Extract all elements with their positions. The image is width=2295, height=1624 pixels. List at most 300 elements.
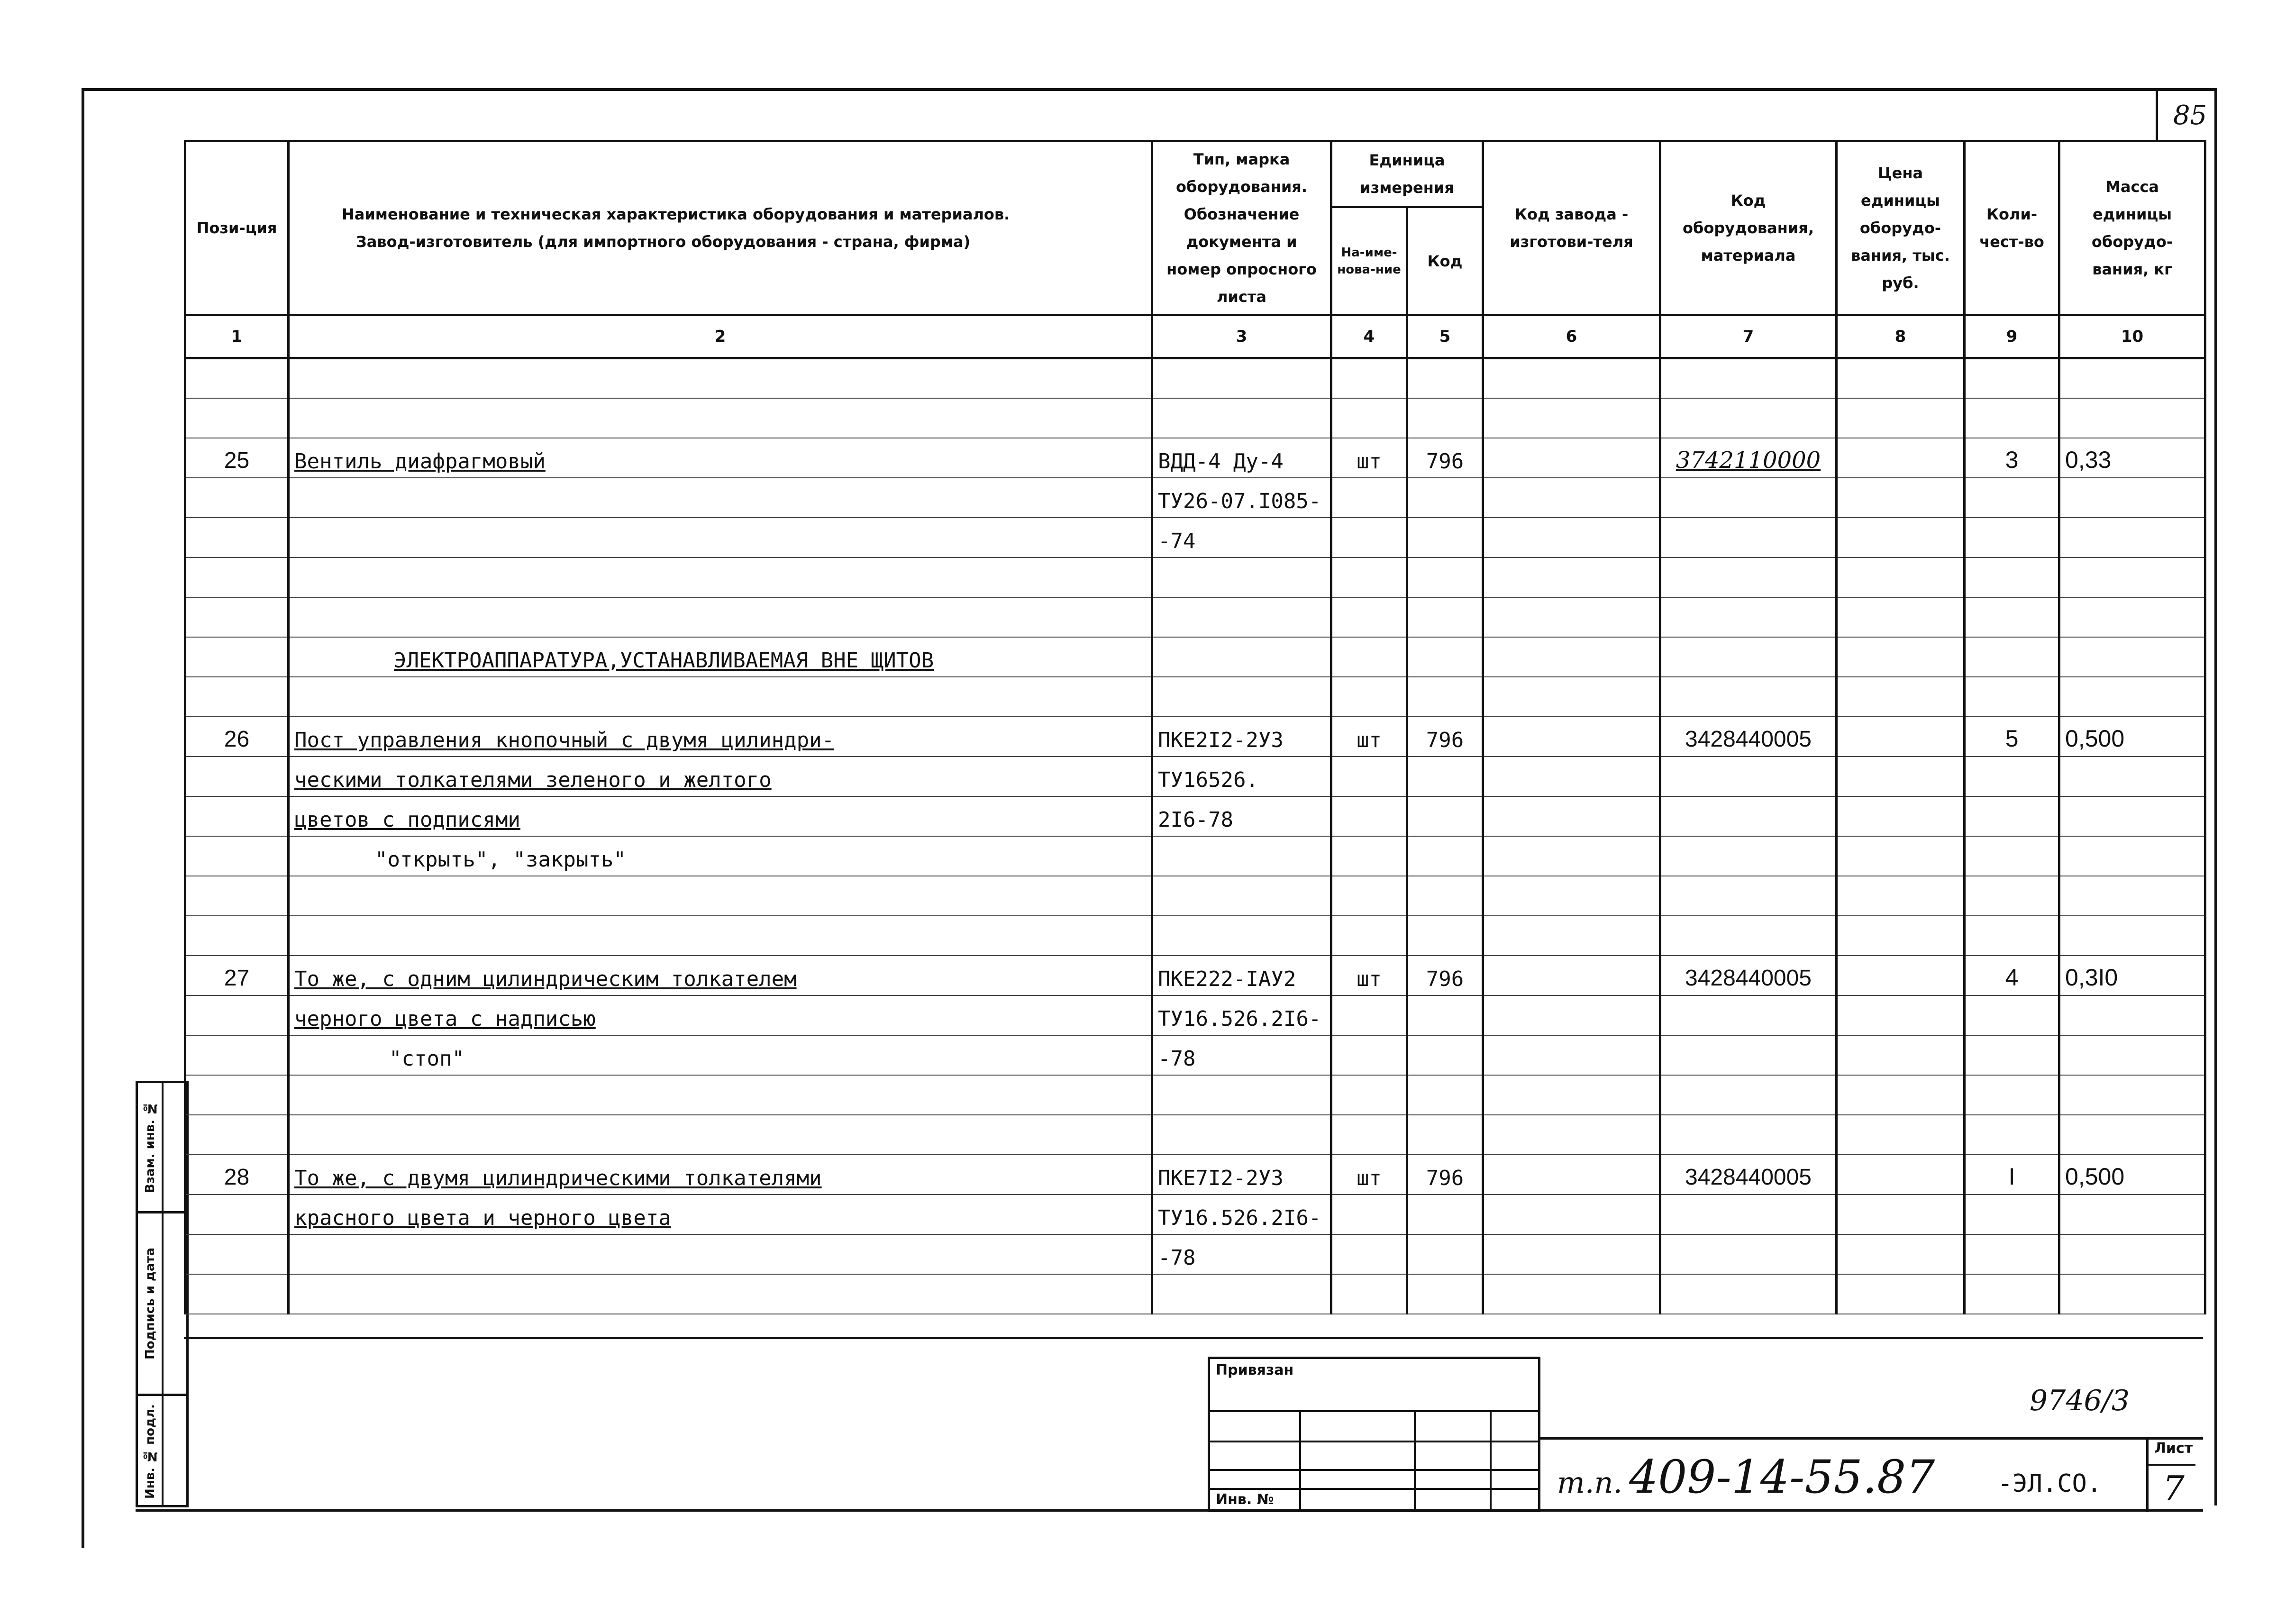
cell-material-code [1660, 438, 1837, 478]
sheet-number-box-left [2156, 88, 2158, 140]
cell-type [1152, 398, 1331, 438]
cell-factory-code [1483, 637, 1660, 677]
table-row [185, 478, 2205, 518]
cell-mass: 0,3I0 [2059, 956, 2205, 995]
cell-unit-name [1331, 995, 1407, 1035]
cell-mass [2059, 677, 2205, 717]
cell-material-code [1660, 1195, 1837, 1234]
cell-material-code [1660, 757, 1837, 796]
cell-type: ТУ16526. [1152, 757, 1331, 796]
cell-type [1152, 358, 1331, 398]
cell-price [1837, 677, 1965, 717]
table-row [185, 1075, 2205, 1115]
column-number: 10 [2059, 315, 2205, 358]
cell-unit-name [1331, 398, 1407, 438]
item-name: "стоп" [389, 1046, 464, 1071]
cell-mass [2059, 1274, 2205, 1314]
cell-position [185, 557, 289, 597]
inventory-label: Инв. № [1216, 1491, 1274, 1508]
cell-quantity [1965, 518, 2059, 557]
specification-table [184, 140, 2206, 1314]
document-suffix: -ЭЛ.СО. [1998, 1469, 2102, 1498]
table-row [185, 836, 2205, 876]
binding-box [1208, 1357, 1540, 1512]
cell-material-code [1660, 637, 1837, 677]
cell-unit-code [1407, 1115, 1483, 1155]
item-name: То же, с одним цилиндрическим толкателем [294, 967, 797, 991]
cell-price [1837, 637, 1965, 677]
cell-name [289, 557, 1152, 597]
cell-type: -78 [1152, 1035, 1331, 1075]
table-row [185, 1155, 2205, 1195]
cell-unit-name: шт [1331, 717, 1407, 757]
cell-factory-code [1483, 398, 1660, 438]
cell-price [1837, 597, 1965, 637]
cell-name [289, 677, 1152, 717]
cell-name [289, 1234, 1152, 1274]
cell-price [1837, 876, 1965, 916]
cell-mass [2059, 796, 2205, 836]
cell-position [185, 677, 289, 717]
cell-mass [2059, 637, 2205, 677]
column-number: 2 [289, 315, 1152, 358]
cell-name [289, 757, 1152, 796]
cell-unit-code [1407, 398, 1483, 438]
cell-type: 2I6-78 [1152, 796, 1331, 836]
cell-material-code [1660, 836, 1837, 876]
cell-unit-name [1331, 1115, 1407, 1155]
cell-quantity [1965, 836, 2059, 876]
cell-mass [2059, 876, 2205, 916]
cell-unit-code [1407, 518, 1483, 557]
cell-position [185, 1195, 289, 1234]
binding-line [1210, 1410, 1538, 1412]
cell-price [1837, 1234, 1965, 1274]
cell-price [1837, 1155, 1965, 1195]
cell-price [1837, 478, 1965, 518]
table-row [185, 1274, 2205, 1314]
cell-mass [2059, 597, 2205, 637]
table-row [185, 1195, 2205, 1234]
cell-factory-code [1483, 438, 1660, 478]
table-row [185, 1035, 2205, 1075]
cell-factory-code [1483, 836, 1660, 876]
cell-type [1152, 597, 1331, 637]
cell-name [289, 995, 1152, 1035]
stamp-title-line [1540, 1437, 2203, 1440]
table-row [185, 876, 2205, 916]
cell-material-code [1660, 1115, 1837, 1155]
cell-factory-code [1483, 597, 1660, 637]
cell-name [289, 876, 1152, 916]
document-code [1557, 1451, 1935, 1504]
cell-mass [2059, 398, 2205, 438]
cell-position [185, 597, 289, 637]
bound-label: Привязан [1216, 1362, 1294, 1378]
cell-type: ТУ26-07.I085- [1152, 478, 1331, 518]
side-label-sign-date: Подпись и дата [143, 1247, 157, 1360]
cell-material-code [1660, 916, 1837, 956]
side-label-inv-orig: Инв. № подл. [143, 1404, 157, 1499]
column-number: 1 [185, 315, 289, 358]
cell-factory-code [1483, 677, 1660, 717]
cell-unit-code [1407, 757, 1483, 796]
cell-unit-code [1407, 358, 1483, 398]
cell-name [289, 478, 1152, 518]
cell-price [1837, 358, 1965, 398]
cell-unit-code: 796 [1407, 438, 1483, 478]
frame-right [2214, 88, 2217, 1505]
cell-price [1837, 757, 1965, 796]
cell-factory-code [1483, 1195, 1660, 1234]
cell-unit-name [1331, 916, 1407, 956]
cell-quantity [1965, 1035, 2059, 1075]
cell-position [185, 796, 289, 836]
cell-price [1837, 1035, 1965, 1075]
header-quantity: Коли-чест-во [1965, 141, 2059, 315]
cell-unit-code [1407, 1274, 1483, 1314]
cell-price [1837, 1195, 1965, 1234]
cell-type: ТУ16.526.2I6- [1152, 1195, 1331, 1234]
cell-name [289, 358, 1152, 398]
cell-price [1837, 1115, 1965, 1155]
cell-unit-code [1407, 557, 1483, 597]
table-row [185, 358, 2205, 398]
table-row [185, 916, 2205, 956]
table-row [185, 995, 2205, 1035]
cell-quantity [1965, 637, 2059, 677]
column-number: 9 [1965, 315, 2059, 358]
cell-name [289, 1075, 1152, 1115]
cell-unit-code [1407, 637, 1483, 677]
cell-name [289, 1155, 1152, 1195]
cell-unit-code [1407, 995, 1483, 1035]
frame-bottom [136, 1509, 2203, 1512]
cell-mass [2059, 1035, 2205, 1075]
table-row [185, 518, 2205, 557]
table-row [185, 677, 2205, 717]
cell-position [185, 358, 289, 398]
cell-material-code: 3428440005 [1660, 956, 1837, 995]
cell-name [289, 398, 1152, 438]
cell-mass [2059, 557, 2205, 597]
cell-type: ТУ16.526.2I6- [1152, 995, 1331, 1035]
cell-name [289, 518, 1152, 557]
specification-body [185, 358, 2205, 1314]
cell-name [289, 916, 1152, 956]
cell-unit-code [1407, 796, 1483, 836]
binding-col [1299, 1410, 1301, 1510]
cell-mass: 0,500 [2059, 1155, 2205, 1195]
cell-unit-code [1407, 916, 1483, 956]
cell-mass [2059, 1195, 2205, 1234]
column-number: 7 [1660, 315, 1837, 358]
cell-name [289, 956, 1152, 995]
cell-quantity [1965, 1195, 2059, 1234]
cell-position [185, 876, 289, 916]
cell-unit-code [1407, 597, 1483, 637]
binding-line [1210, 1469, 1538, 1471]
cell-material-code [1660, 557, 1837, 597]
cell-mass [2059, 1115, 2205, 1155]
cell-unit-code [1407, 836, 1483, 876]
cell-mass [2059, 916, 2205, 956]
archive-number: 9746/3 [2030, 1384, 2130, 1417]
cell-position [185, 398, 289, 438]
frame-left [82, 88, 84, 1548]
cell-name [289, 717, 1152, 757]
item-name: цветов с подписями [294, 807, 520, 832]
cell-unit-code [1407, 478, 1483, 518]
cell-unit-name [1331, 557, 1407, 597]
cell-position [185, 478, 289, 518]
cell-factory-code [1483, 557, 1660, 597]
cell-mass: 0,500 [2059, 717, 2205, 757]
cell-unit-code [1407, 1035, 1483, 1075]
cell-mass [2059, 518, 2205, 557]
cell-name [289, 1115, 1152, 1155]
cell-mass [2059, 757, 2205, 796]
cell-material-code: 3428440005 [1660, 1155, 1837, 1195]
cell-quantity [1965, 876, 2059, 916]
cell-quantity [1965, 995, 2059, 1035]
stamp-top-line [184, 1337, 2203, 1339]
cell-unit-name [1331, 677, 1407, 717]
cell-price [1837, 916, 1965, 956]
cell-mass [2059, 478, 2205, 518]
cell-type [1152, 1115, 1331, 1155]
cell-quantity: I [1965, 1155, 2059, 1195]
cell-price [1837, 438, 1965, 478]
cell-material-code: 3428440005 [1660, 717, 1837, 757]
cell-material-code [1660, 597, 1837, 637]
table-row [185, 438, 2205, 478]
cell-material-code [1660, 358, 1837, 398]
cell-name [289, 836, 1152, 876]
cell-position: 25 [185, 438, 289, 478]
cell-unit-name: шт [1331, 956, 1407, 995]
binding-col [1490, 1410, 1492, 1510]
cell-position [185, 916, 289, 956]
cell-factory-code [1483, 995, 1660, 1035]
cell-position [185, 995, 289, 1035]
cell-unit-name [1331, 597, 1407, 637]
cell-position [185, 1115, 289, 1155]
sheet-box [2146, 1437, 2195, 1512]
cell-mass [2059, 995, 2205, 1035]
cell-mass: 0,33 [2059, 438, 2205, 478]
cell-position: 26 [185, 717, 289, 757]
cell-material-code [1660, 995, 1837, 1035]
table-row [185, 1115, 2205, 1155]
cell-quantity [1965, 358, 2059, 398]
cell-mass [2059, 358, 2205, 398]
cell-name [289, 637, 1152, 677]
cell-factory-code [1483, 796, 1660, 836]
cell-unit-name [1331, 876, 1407, 916]
header-unit-code: Код [1407, 207, 1483, 315]
cell-quantity [1965, 757, 2059, 796]
cell-name [289, 1274, 1152, 1314]
table-row [185, 637, 2205, 677]
table-row [185, 796, 2205, 836]
cell-material-code [1660, 478, 1837, 518]
cell-type [1152, 916, 1331, 956]
cell-price [1837, 956, 1965, 995]
table-row [185, 557, 2205, 597]
column-number: 8 [1837, 315, 1965, 358]
cell-unit-code [1407, 1234, 1483, 1274]
cell-type: ПКЕ2I2-2У3 [1152, 717, 1331, 757]
item-name: То же, с двумя цилиндрическими толкателями [294, 1166, 822, 1190]
cell-factory-code [1483, 717, 1660, 757]
cell-unit-code: 796 [1407, 717, 1483, 757]
cell-price [1837, 836, 1965, 876]
column-number: 6 [1483, 315, 1660, 358]
sheet-number: 85 [2173, 100, 2207, 131]
side-label-inv-replace: Взам. инв. № [143, 1101, 157, 1194]
cell-factory-code [1483, 1115, 1660, 1155]
cell-material-code [1660, 398, 1837, 438]
cell-material-code [1660, 1234, 1837, 1274]
header-mass: Масса единицы оборудо-вания, кг [2059, 141, 2205, 315]
cell-name [289, 1195, 1152, 1234]
cell-unit-code: 796 [1407, 1155, 1483, 1195]
table-row [185, 398, 2205, 438]
header-type: Тип, марка оборудования. Обозначение документа и номер опросного листа [1152, 141, 1331, 315]
header-name [289, 141, 1152, 315]
cell-type: ПКЕ7I2-2У3 [1152, 1155, 1331, 1195]
cell-unit-name [1331, 1234, 1407, 1274]
cell-quantity: 5 [1965, 717, 2059, 757]
cell-position [185, 1075, 289, 1115]
cell-unit-code [1407, 1075, 1483, 1115]
cell-position [185, 757, 289, 796]
header-name-line1: Наименование и техническая характеристика оборудования и материалов. [342, 205, 1010, 223]
cell-unit-name [1331, 518, 1407, 557]
cell-price [1837, 1075, 1965, 1115]
table-row [185, 717, 2205, 757]
cell-quantity [1965, 478, 2059, 518]
table-row [185, 757, 2205, 796]
cell-unit-name [1331, 1274, 1407, 1314]
cell-factory-code [1483, 518, 1660, 557]
table-row [185, 1234, 2205, 1274]
cell-unit-name [1331, 757, 1407, 796]
cell-unit-name [1331, 1195, 1407, 1234]
item-name: красного цвета и черного цвета [294, 1205, 671, 1230]
column-number: 4 [1331, 315, 1407, 358]
cell-unit-name [1331, 836, 1407, 876]
column-number: 3 [1152, 315, 1331, 358]
cell-quantity [1965, 1075, 2059, 1115]
cell-quantity [1965, 1115, 2059, 1155]
cell-type [1152, 557, 1331, 597]
cell-quantity: 3 [1965, 438, 2059, 478]
cell-mass [2059, 836, 2205, 876]
cell-material-code [1660, 1075, 1837, 1115]
binding-col [1414, 1410, 1416, 1510]
cell-quantity [1965, 1274, 2059, 1314]
cell-factory-code [1483, 956, 1660, 995]
cell-unit-name [1331, 478, 1407, 518]
document-number: 409-14-55.87 [1629, 1451, 1935, 1504]
item-name: ческими толкателями зеленого и желтого [294, 767, 772, 792]
item-name: черного цвета с надписью [294, 1006, 596, 1031]
cell-type [1152, 836, 1331, 876]
cell-position: 27 [185, 956, 289, 995]
cell-position [185, 1234, 289, 1274]
cell-price [1837, 518, 1965, 557]
sheet-label: Лист [2154, 1440, 2193, 1457]
sheet-sep [2149, 1464, 2195, 1466]
cell-quantity [1965, 398, 2059, 438]
cell-factory-code [1483, 916, 1660, 956]
cell-price [1837, 717, 1965, 757]
cell-type [1152, 1075, 1331, 1115]
cell-unit-name [1331, 1075, 1407, 1115]
cell-factory-code [1483, 1155, 1660, 1195]
cell-unit-name: шт [1331, 438, 1407, 478]
table-row [185, 956, 2205, 995]
cell-unit-name: шт [1331, 1155, 1407, 1195]
column-number: 5 [1407, 315, 1483, 358]
header-unit-name: На-име-нова-ние [1331, 207, 1407, 315]
cell-material-code [1660, 1274, 1837, 1314]
cell-type: -74 [1152, 518, 1331, 557]
side-stamp [136, 1081, 189, 1507]
header-price: Цена единицы оборудо-вания, тыс. руб. [1837, 141, 1965, 315]
cell-material-code [1660, 518, 1837, 557]
cell-position: 28 [185, 1155, 289, 1195]
cell-factory-code [1483, 876, 1660, 916]
item-name: Пост управления кнопочный с двумя цилиндри- [294, 728, 835, 752]
cell-quantity [1965, 677, 2059, 717]
cell-factory-code [1483, 1274, 1660, 1314]
cell-position [185, 1274, 289, 1314]
document-prefix: т.п. [1557, 1465, 1623, 1500]
cell-unit-code: 796 [1407, 956, 1483, 995]
cell-unit-name [1331, 796, 1407, 836]
header-position: Пози-ция [185, 141, 289, 315]
cell-type: ПКЕ222-IАУ2 [1152, 956, 1331, 995]
cell-material-code [1660, 876, 1837, 916]
cell-type: ВДД-4 Ду-4 [1152, 438, 1331, 478]
cell-quantity: 4 [1965, 956, 2059, 995]
binding-line [1210, 1488, 1538, 1490]
cell-mass [2059, 1075, 2205, 1115]
cell-price [1837, 1274, 1965, 1314]
header-factory-code: Код завода - изготови-теля [1483, 141, 1660, 315]
cell-factory-code [1483, 1234, 1660, 1274]
cell-price [1837, 557, 1965, 597]
cell-factory-code [1483, 757, 1660, 796]
cell-quantity [1965, 557, 2059, 597]
item-name: Вентиль диафрагмовый [294, 449, 546, 474]
cell-name [289, 597, 1152, 637]
header-material-code: Код оборудования, материала [1660, 141, 1837, 315]
cell-name [289, 438, 1152, 478]
cell-type: -78 [1152, 1234, 1331, 1274]
table-row [185, 597, 2205, 637]
cell-material-code [1660, 1035, 1837, 1075]
binding-line [1210, 1441, 1538, 1442]
cell-factory-code [1483, 1075, 1660, 1115]
section-title: ЭЛЕКТРОАППАРАТУРА,УСТАНАВЛИВАЕМАЯ ВНЕ ЩИТОВ [394, 648, 934, 673]
cell-position [185, 836, 289, 876]
cell-position [185, 637, 289, 677]
cell-type [1152, 637, 1331, 677]
